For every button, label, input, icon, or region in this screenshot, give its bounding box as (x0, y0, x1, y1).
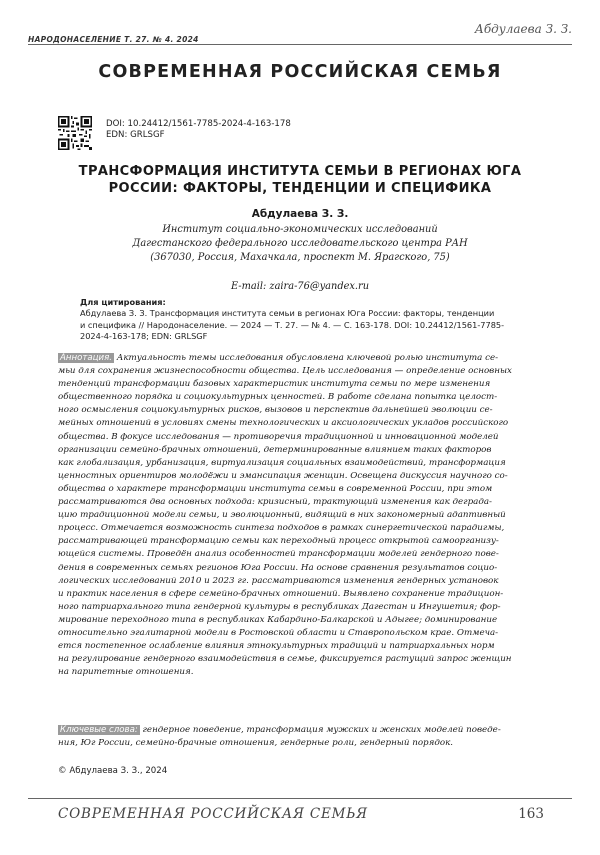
keywords (58, 724, 550, 750)
header-divider (28, 44, 572, 45)
abstract-line: мейных отношений в условиях смены технологических и аксиологических укладов российского (58, 418, 509, 429)
abstract-line: дения в современных семьях регионов Юга России. На основе сравнения результатов социо- (58, 562, 498, 573)
abstract-line: ного осмысления социокультурных рисков, вызовов и перспектив дальнейшей эволюции се- (58, 405, 493, 416)
citation-line: 2024-4-163-178; EDN: GRLSGF (80, 330, 208, 341)
keywords-first-line: гендерное поведение, трансформация мужских и женских моделей поведе- (142, 725, 501, 735)
journal-section-title: СОВРЕМЕННАЯ РОССИЙСКАЯ СЕМЬЯ (98, 62, 502, 82)
abstract-line: относительно эгалитарной модели в Ростовской области и Ставропольском крае. Отмеча- (58, 627, 499, 638)
abstract-body (58, 365, 550, 679)
abstract-line: общества. В фокусе исследования — противоречия традиционной и инновационной моделей (58, 431, 499, 442)
abstract-line: мирование переходного типа в республиках Кабардино-Балкарской и Адыгее; доминирование (58, 614, 498, 625)
abstract-line: на паритетные отношения. (58, 667, 194, 678)
abstract (58, 352, 550, 679)
abstract-line: общественного порядка и социокультурных ценностей. В работе сделана попытка целост- (58, 392, 498, 403)
abstract-line (58, 352, 550, 365)
footer-divider (28, 798, 572, 799)
running-header-author: Абдулаева З. З. (474, 22, 572, 36)
article-title-line: РОССИИ: ФАКТОРЫ, ТЕНДЕНЦИИ И СПЕЦИФИКА (108, 181, 492, 196)
affiliation-line: Институт социально-экономических исследований (162, 224, 438, 235)
abstract-line: ценностных ориентиров молодёжи и эмансипация женщин. Освещена дискуссия научного со- (58, 470, 508, 481)
citation-line: Абдулаева З. З. Трансформация института семьи в регионах Юга России: факторы, тенденции (80, 308, 495, 319)
abstract-line: мьи для сохранения жизнеспособности общества. Цель исследования — определение основных (58, 366, 512, 377)
keywords-label: Ключевые слова: (60, 725, 138, 735)
abstract-line: цию традиционной модели семьи, и эволюционный, видящий в них закономерный адаптивный (58, 510, 506, 521)
affiliation-line: (367030, Россия, Махачкала, проспект М. Ярагского, 75) (150, 252, 450, 263)
affiliation (0, 223, 600, 265)
abstract-line: рассматриваются два основных подхода: кризисный, трактующий изменения как деграда- (58, 497, 492, 508)
edn-code: EDN: GRLSGF (106, 130, 165, 140)
keywords-line: ния, Юг России, семейно-брачные отношения, гендерные роли, гендерный порядок. (58, 738, 454, 749)
article-title-line: ТРАНСФОРМАЦИЯ ИНСТИТУТА СЕМЬИ В РЕГИОНАХ ЮГА (78, 164, 522, 179)
citation-label: Для цитирования: (80, 297, 166, 307)
page-number: 163 (518, 806, 544, 822)
abstract-line: ется постепенное ослабление влияния этнокультурных традиций и патриархальных норм (58, 641, 495, 652)
citation-line: и специфика // Народонаселение. — 2024 — Т. 27. — № 4. — С. 163-178. DOI: 10.24412/1561-7785- (80, 319, 505, 330)
doi-link[interactable]: DOI: 10.24412/1561-7785-2024-4-163-178 (106, 119, 291, 129)
author-email[interactable]: E-mail: zaira-76@yandex.ru (230, 281, 370, 292)
author-name: Абдулаева З. З. (251, 208, 349, 220)
abstract-label: Аннотация. (60, 353, 112, 363)
article-title (40, 163, 560, 197)
footer-journal-title: СОВРЕМЕННАЯ РОССИЙСКАЯ СЕМЬЯ (58, 806, 368, 822)
abstract-line: рассматривающей трансформацию семьи как переходный процесс открытой самоорганизу- (58, 536, 499, 547)
abstract-line: на регулирование гендерного взаимодействия в семье, фиксируется растущий запрос женщин (58, 654, 512, 665)
doi-block (106, 119, 291, 141)
abstract-line: организации семейно-брачных отношений, детерминированные влиянием таких факторов (58, 444, 492, 455)
abstract-first-line: Актуальность темы исследования обусловлена ключевой ролью института се- (116, 353, 499, 363)
abstract-line: общества о характере трансформации института семьи в современной России, при этом (58, 483, 493, 494)
abstract-line: и практик населения в сфере семейно-брачных отношений. Выявлено сохранение традицион- (58, 588, 504, 599)
citation-block (80, 297, 548, 342)
journal-reference: НАРОДОНАСЕЛЕНИЕ Т. 27. № 4. 2024 (28, 35, 199, 44)
qr-code-icon (58, 116, 92, 150)
abstract-line: ного патриархального типа гендерной культуры в республиках Дагестан и Ингушетия; фор- (58, 601, 501, 612)
abstract-line: как глобализация, урбанизация, виртуализация социальных взаимодействий, трансформация (58, 457, 506, 468)
abstract-line: процесс. Отмечается возможность синтеза подходов в рамках синергетической парадигмы, (58, 523, 505, 534)
keywords-line (58, 724, 550, 737)
abstract-line: тенденций трансформации базовых характеристик института семьи по мере изменения (58, 379, 491, 390)
affiliation-line: Дагестанского федерального исследовательского центра РАН (132, 238, 468, 249)
abstract-line: логических исследований 2010 и 2023 гг. рассматриваются изменения гендерных установок (58, 575, 499, 586)
abstract-line: ющейся системы. Проведён анализ особенностей трансформации моделей гендерного пове- (58, 549, 499, 560)
copyright: © Абдулаева З. З., 2024 (58, 766, 168, 776)
